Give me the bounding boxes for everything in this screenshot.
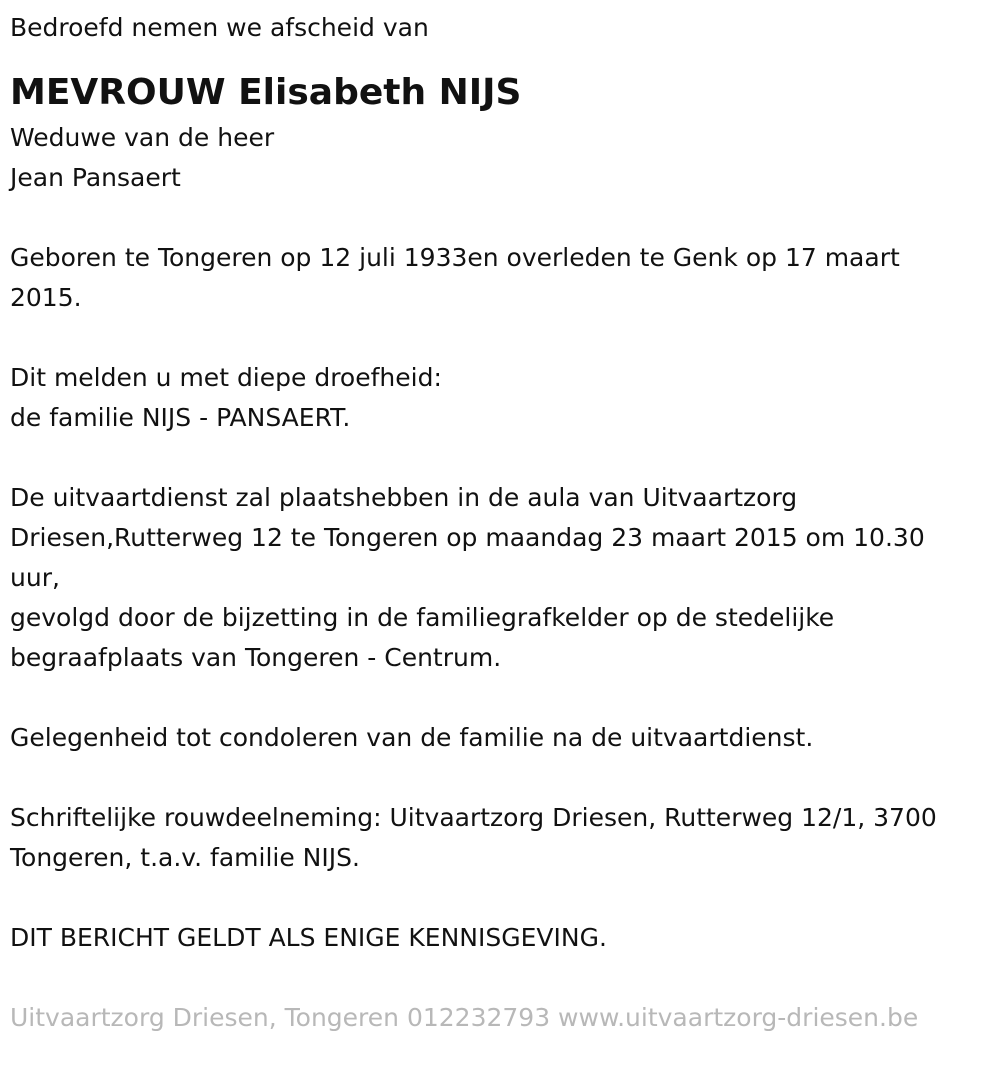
written-condolence-line-1: Schriftelijke rouwdeelneming: Uitvaartzorg Driesen, Rutterweg 12/1, 3700: [10, 803, 937, 832]
announced-by-line-1: Dit melden u met diepe droefheid:: [10, 363, 442, 392]
service-line-4: gevolgd door de bijzetting in de familiegrafkelder op de stedelijke: [10, 603, 835, 632]
funeral-home-footer: Uitvaartzorg Driesen, Tongeren 012232793 www.uitvaartzorg-driesen.be: [10, 1003, 919, 1032]
service-line-1: De uitvaartdienst zal plaatshebben in de aula van Uitvaartzorg: [10, 483, 798, 512]
spacer: [10, 678, 990, 718]
spacer: [10, 958, 990, 998]
service-line-3: uur,: [10, 563, 60, 592]
deceased-block: [10, 68, 990, 198]
spacer: [10, 318, 990, 358]
spacer: [10, 198, 990, 238]
birth-death-line-2: 2015.: [10, 283, 82, 312]
spacer: [10, 878, 990, 918]
written-condolence-line-2: Tongeren, t.a.v. familie NIJS.: [10, 843, 360, 872]
birth-death-line-1: Geboren te Tongeren op 12 juli 1933en overleden te Genk op 17 maart: [10, 243, 900, 272]
closing-text: DIT BERICHT GELDT ALS ENIGE KENNISGEVING.: [10, 923, 607, 952]
deceased-name: MEVROUW Elisabeth NIJS: [10, 72, 522, 113]
condolence-text: Gelegenheid tot condoleren van de familie na de uitvaartdienst.: [10, 723, 814, 752]
spouse-line-1: Weduwe van de heer: [10, 123, 275, 152]
spacer: [10, 438, 990, 478]
spouse-line-2: Jean Pansaert: [10, 163, 181, 192]
spacer: [10, 758, 990, 798]
service-line-2: Driesen,Rutterweg 12 te Tongeren op maandag 23 maart 2015 om 10.30: [10, 523, 925, 552]
announced-by-line-2: de familie NIJS - PANSAERT.: [10, 403, 351, 432]
service-line-5: begraafplaats van Tongeren - Centrum.: [10, 643, 502, 672]
intro-text: Bedroefd nemen we afscheid van: [10, 13, 429, 42]
